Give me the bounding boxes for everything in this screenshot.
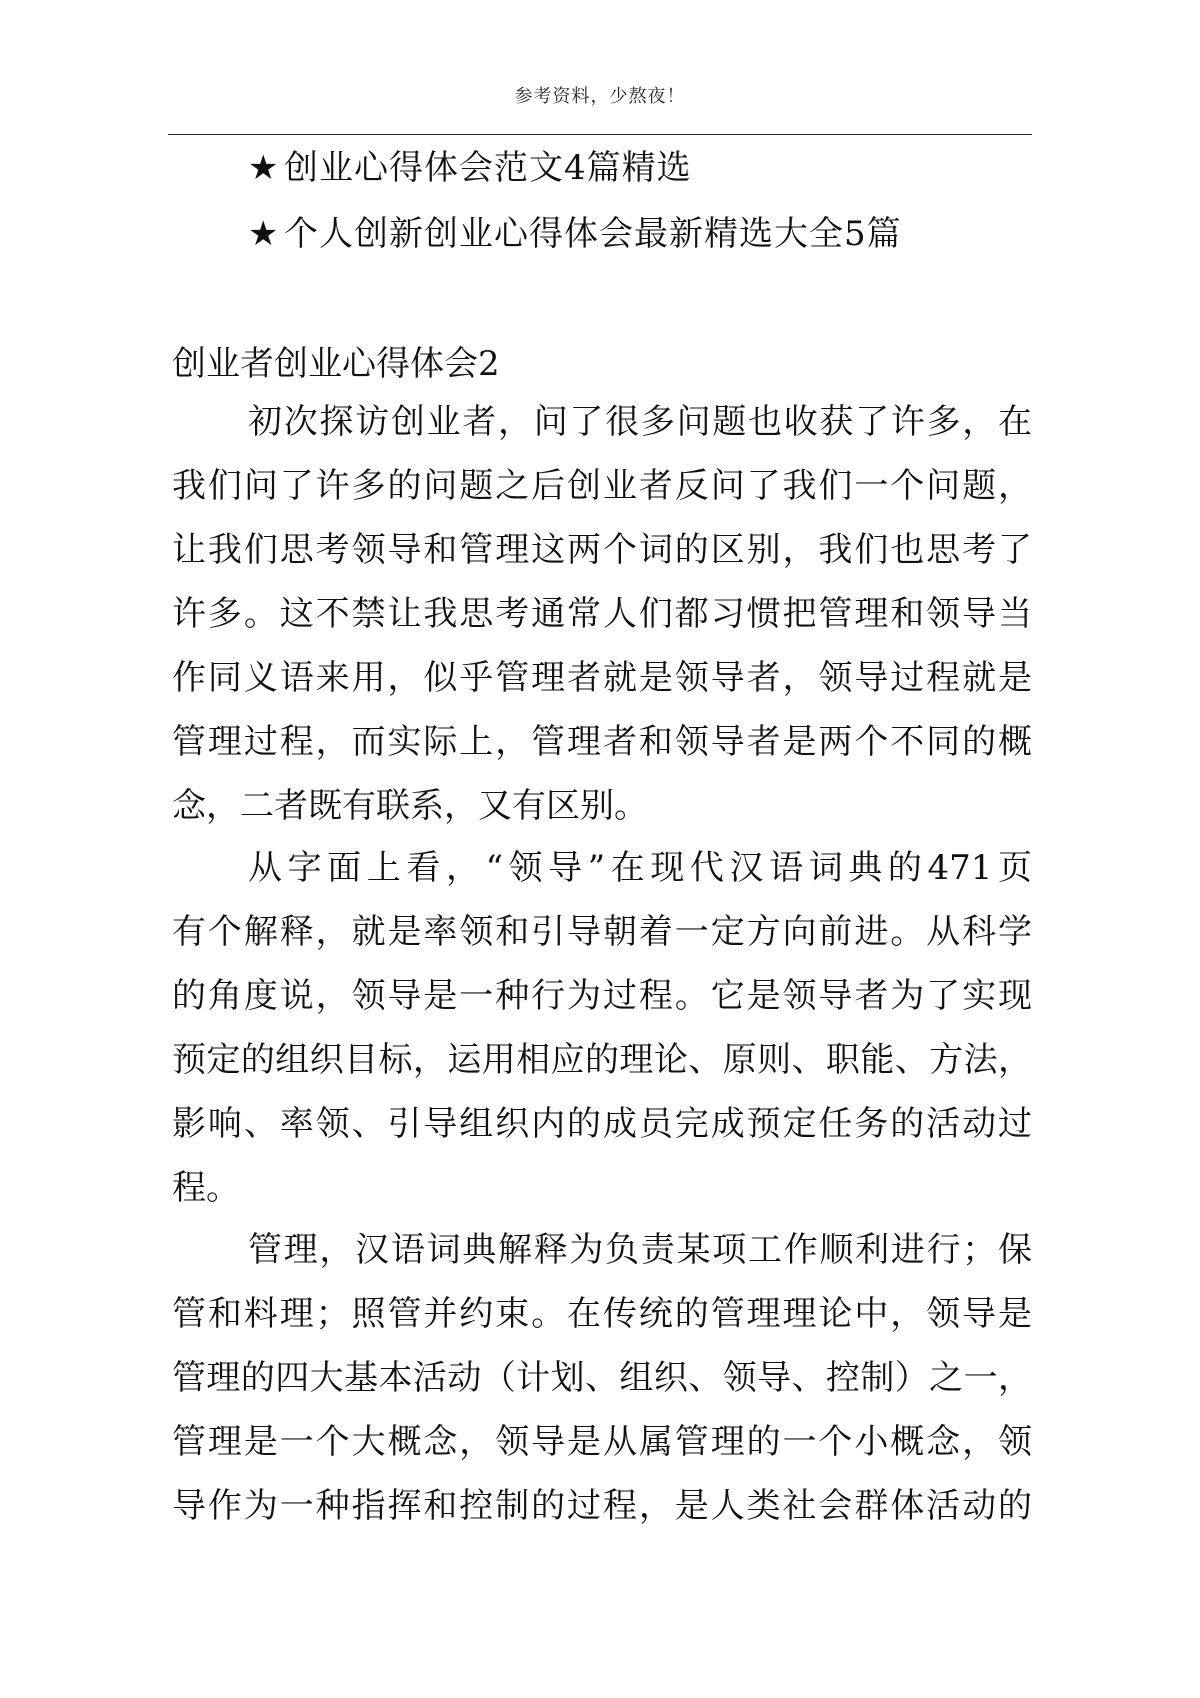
- text-line: 作同义语来用，似乎管理者就是领导者，领导过程就是: [172, 658, 1032, 698]
- paragraph-1: [172, 390, 1032, 838]
- paragraph-2: [172, 836, 1032, 1220]
- text-line: 让我们思考领导和管理这两个词的区别，我们也思考了: [172, 530, 1032, 570]
- star-icon: ★: [248, 148, 280, 188]
- text-line: 从字面上看，“领导”在现代汉语词典的471页: [248, 848, 1032, 888]
- text-line: 程。: [172, 1168, 240, 1208]
- related-article-link-2[interactable]: [248, 206, 902, 255]
- text-line: 管和料理；照管并约束。在传统的管理理论中，领导是: [172, 1294, 1032, 1334]
- text-line: 导作为一种指挥和控制的过程，是人类社会群体活动的: [172, 1486, 1032, 1526]
- text-line: 我们问了许多的问题之后创业者反问了我们一个问题，: [172, 466, 1032, 506]
- text-line: 管理，汉语词典解释为负责某项工作顺利进行；保: [248, 1230, 1032, 1270]
- text-line: 的角度说，领导是一种行为过程。它是领导者为了实现: [172, 976, 1032, 1016]
- text-line: 有个解释，就是率领和引导朝着一定方向前进。从科学: [172, 912, 1032, 952]
- text-line: 影响、率领、引导组织内的成员完成预定任务的活动过: [172, 1104, 1032, 1144]
- section-title: 创业者创业心得体会2: [172, 344, 500, 384]
- star-icon: ★: [248, 214, 280, 254]
- text-line: 许多。这不禁让我思考通常人们都习惯把管理和领导当: [172, 594, 1032, 634]
- related-article-link-1[interactable]: [248, 140, 692, 189]
- page-header: 参考资料，少熬夜！: [514, 86, 686, 107]
- text-line: 管理过程，而实际上，管理者和领导者是两个不同的概: [172, 722, 1032, 762]
- related-article-title: 创业心得体会范文4篇精选: [284, 148, 692, 188]
- text-line: 管理的四大基本活动（计划、组织、领导、控制）之一，: [172, 1358, 1032, 1398]
- related-article-title: 个人创新创业心得体会最新精选大全5篇: [284, 214, 902, 254]
- text-line: 初次探访创业者，问了很多问题也收获了许多，在: [248, 402, 1032, 442]
- text-line: 管理是一个大概念，领导是从属管理的一个小概念，领: [172, 1422, 1032, 1462]
- paragraph-3: [172, 1218, 1032, 1538]
- header-divider: [168, 134, 1032, 135]
- text-line: 念，二者既有联系，又有区别。: [172, 786, 648, 826]
- text-line: 预定的组织目标，运用相应的理论、原则、职能、方法，: [172, 1040, 1032, 1080]
